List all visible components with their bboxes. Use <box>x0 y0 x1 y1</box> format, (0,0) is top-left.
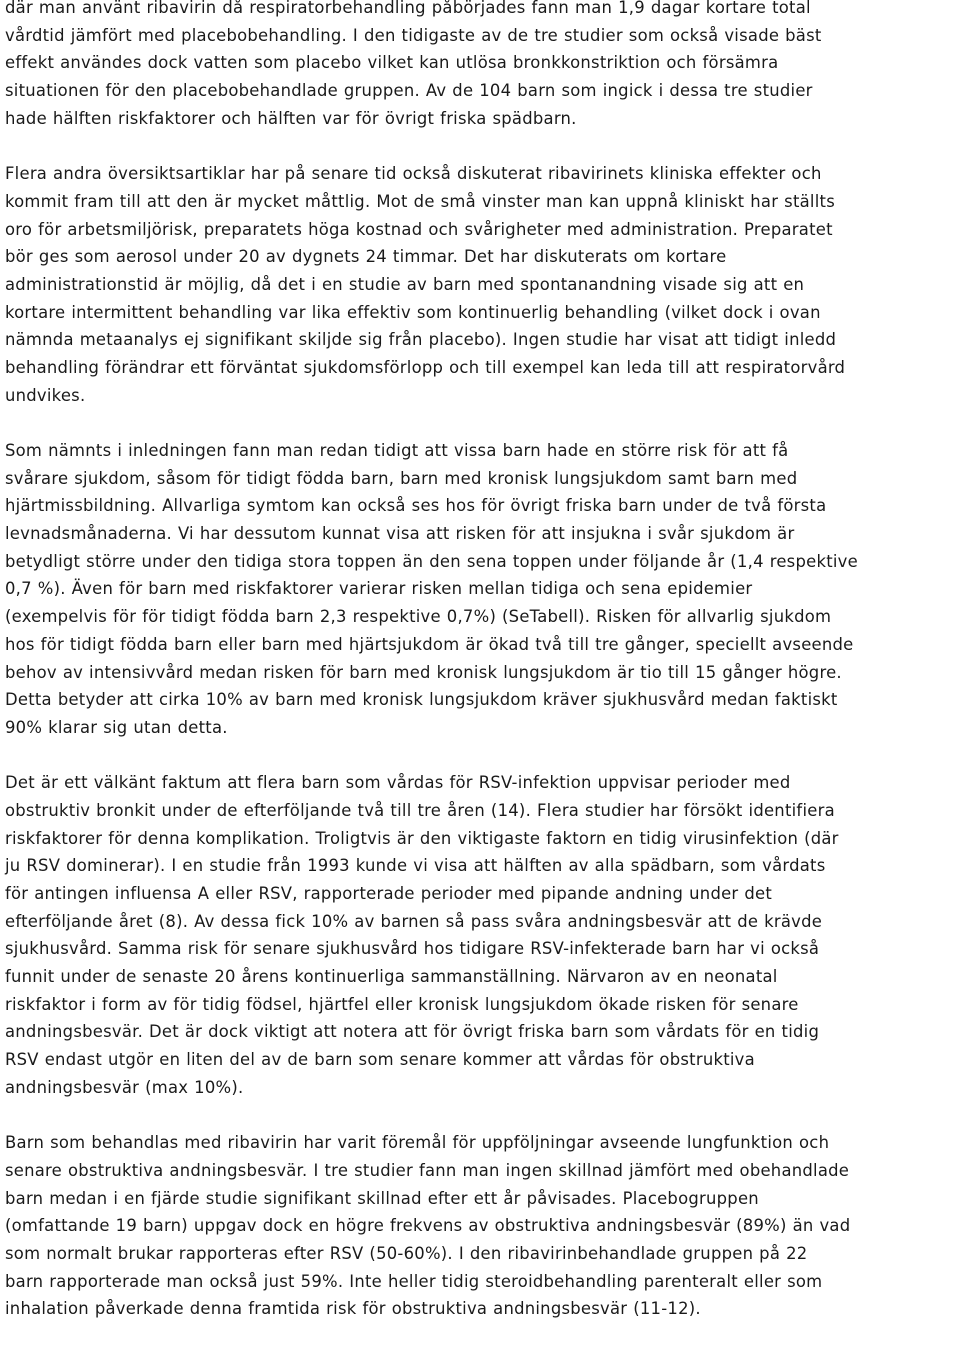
text-line: betydligt större under den tidiga stora toppen än den sena toppen under följande år (1,4 respektive <box>5 551 858 571</box>
text-line: behandling förändrar ett förväntat sjukdomsförlopp och till exempel kan leda till att respiratorvård <box>5 357 846 377</box>
text-line: senare obstruktiva andningsbesvär. I tre studier fann man ingen skillnad jämfört med obehandlade <box>5 1160 850 1180</box>
text-line: 90% klarar sig utan detta. <box>5 717 228 737</box>
text-line: där man använt ribavirin då respiratorbehandling påbörjades fann man 1,9 dagar kortare total <box>5 0 811 17</box>
paragraph-obstructive-bronchitis <box>5 769 957 1101</box>
paragraph-risk-groups <box>5 437 957 742</box>
document-page <box>5 0 957 1351</box>
text-line: administrationstid är möjlig, då det i en studie av barn med spontanandning visade sig att en <box>5 274 805 294</box>
text-line: hade hälften riskfaktorer och hälften var för övrigt friska spädbarn. <box>5 108 577 128</box>
text-line: Barn som behandlas med ribavirin har varit föremål för uppföljningar avseende lungfunktion och <box>5 1133 830 1153</box>
text-line: levnadsmånaderna. Vi har dessutom kunnat visa att risken för att insjukna i svår sjukdom är <box>5 524 795 544</box>
text-line: svårare sjukdom, såsom för tidigt födda barn, barn med kronisk lungsjukdom samt barn med <box>5 468 798 488</box>
text-line: som normalt brukar rapporteras efter RSV (50-60%). I den ribavirinbehandlade gruppen på 22 <box>5 1243 808 1263</box>
text-line: obstruktiv bronkit under de efterföljande två till tre åren (14). Flera studier har försökt identifiera <box>5 800 835 820</box>
text-line: ju RSV dominerar). I en studie från 1993 kunde vi visa att hälften av alla spädbarn, som vårdats <box>5 856 826 876</box>
text-line: bör ges som aerosol under 20 av dygnets 24 timmar. Det har diskuterats om kortare <box>5 247 727 267</box>
paragraph-ribavirin-followup <box>5 1129 957 1323</box>
text-line: oro för arbetsmiljörisk, preparatets höga kostnad och svårigheter med administration. Preparatet <box>5 219 833 239</box>
text-line: nämnda metaanalys ej signifikant skiljde sig från placebo). Ingen studie har visat att tidigt inledd <box>5 330 837 350</box>
text-line: (exempelvis för för tidigt födda barn 2,3 respektive 0,7%) (SeTabell). Risken för allvarlig sjukdom <box>5 607 832 627</box>
text-line: riskfaktorer för denna komplikation. Troligtvis är den viktigaste faktorn en tidig virusinfektion (där <box>5 828 839 848</box>
text-line: undvikes. <box>5 385 86 405</box>
text-line: andningsbesvär (max 10%). <box>5 1077 244 1097</box>
text-line: hos för tidigt födda barn eller barn med hjärtsjukdom är ökad två till tre gånger, speciellt avseende <box>5 634 854 654</box>
text-line: funnit under de senaste 20 årens kontinuerliga sammanställning. Närvaron av en neonatal <box>5 967 778 987</box>
text-line: för antingen influensa A eller RSV, rapporterade perioder med pipande andning under det <box>5 884 773 903</box>
text-line: 0,7 %). Även för barn med riskfaktorer varierar risken mellan tidiga och sena epidemier <box>5 579 753 599</box>
text-line: riskfaktor i form av för tidig födsel, hjärtfel eller kronisk lungsjukdom ökade risken för senare <box>5 994 799 1014</box>
text-line: vårdtid jämfört med placebobehandling. I den tidigaste av de tre studier som också visade bäst <box>5 25 822 45</box>
text-line: barn rapporterade man också just 59%. Inte heller tidig steroidbehandling parenteralt eller som <box>5 1271 823 1291</box>
text-line: barn medan i en fjärde studie signifikant skillnad efter ett år påvisades. Placebogruppen <box>5 1188 759 1208</box>
text-line: efterföljande året (8). Av dessa fick 10% av barnen så pass svåra andningsbesvär att de krävde <box>5 911 823 931</box>
paragraph-review-articles <box>5 160 957 409</box>
text-line: Det är ett välkänt faktum att flera barn som vårdas för RSV-infektion uppvisar perioder med <box>5 773 791 793</box>
text-line: situationen för den placebobehandlade gruppen. Av de 104 barn som ingick i dessa tre studier <box>5 81 813 101</box>
paragraph-ribavirin-respirator <box>5 0 957 132</box>
text-line: Som nämnts i inledningen fann man redan tidigt att vissa barn hade en större risk för att få <box>5 441 789 460</box>
text-line: Detta betyder att cirka 10% av barn med kronisk lungsjukdom kräver sjukhusvård medan faktiskt <box>5 690 838 710</box>
text-line: RSV endast utgör en liten del av de barn som senare kommer att vårdas för obstruktiva <box>5 1050 755 1070</box>
text-line: hjärtmissbildning. Allvarliga symtom kan också ses hos för övrigt friska barn under de två första <box>5 496 827 516</box>
text-line: kortare intermittent behandling var lika effektiv som kontinuerlig behandling (vilket dock i ovan <box>5 302 821 322</box>
text-line: behov av intensivvård medan risken för barn med kronisk lungsjukdom är tio till 15 gånger högre. <box>5 662 842 682</box>
text-line: Flera andra översiktsartiklar har på senare tid också diskuterat ribavirinets kliniska effekter och <box>5 164 822 184</box>
text-line: kommit fram till att den är mycket måttlig. Mot de små vinster man kan uppnå kliniskt har ställts <box>5 191 835 211</box>
text-line: effekt användes dock vatten som placebo vilket kan utlösa bronkkonstriktion och försämra <box>5 53 779 73</box>
text-line: andningsbesvär. Det är dock viktigt att notera att för övrigt friska barn som vårdats för en tidig <box>5 1022 820 1042</box>
text-line: sjukhusvård. Samma risk för senare sjukhusvård hos tidigare RSV-infekterade barn har vi också <box>5 939 820 959</box>
text-line: (omfattande 19 barn) uppgav dock en högre frekvens av obstruktiva andningsbesvär (89%) än vad <box>5 1216 851 1236</box>
text-line: inhalation påverkade denna framtida risk för obstruktiva andningsbesvär (11-12). <box>5 1299 701 1319</box>
